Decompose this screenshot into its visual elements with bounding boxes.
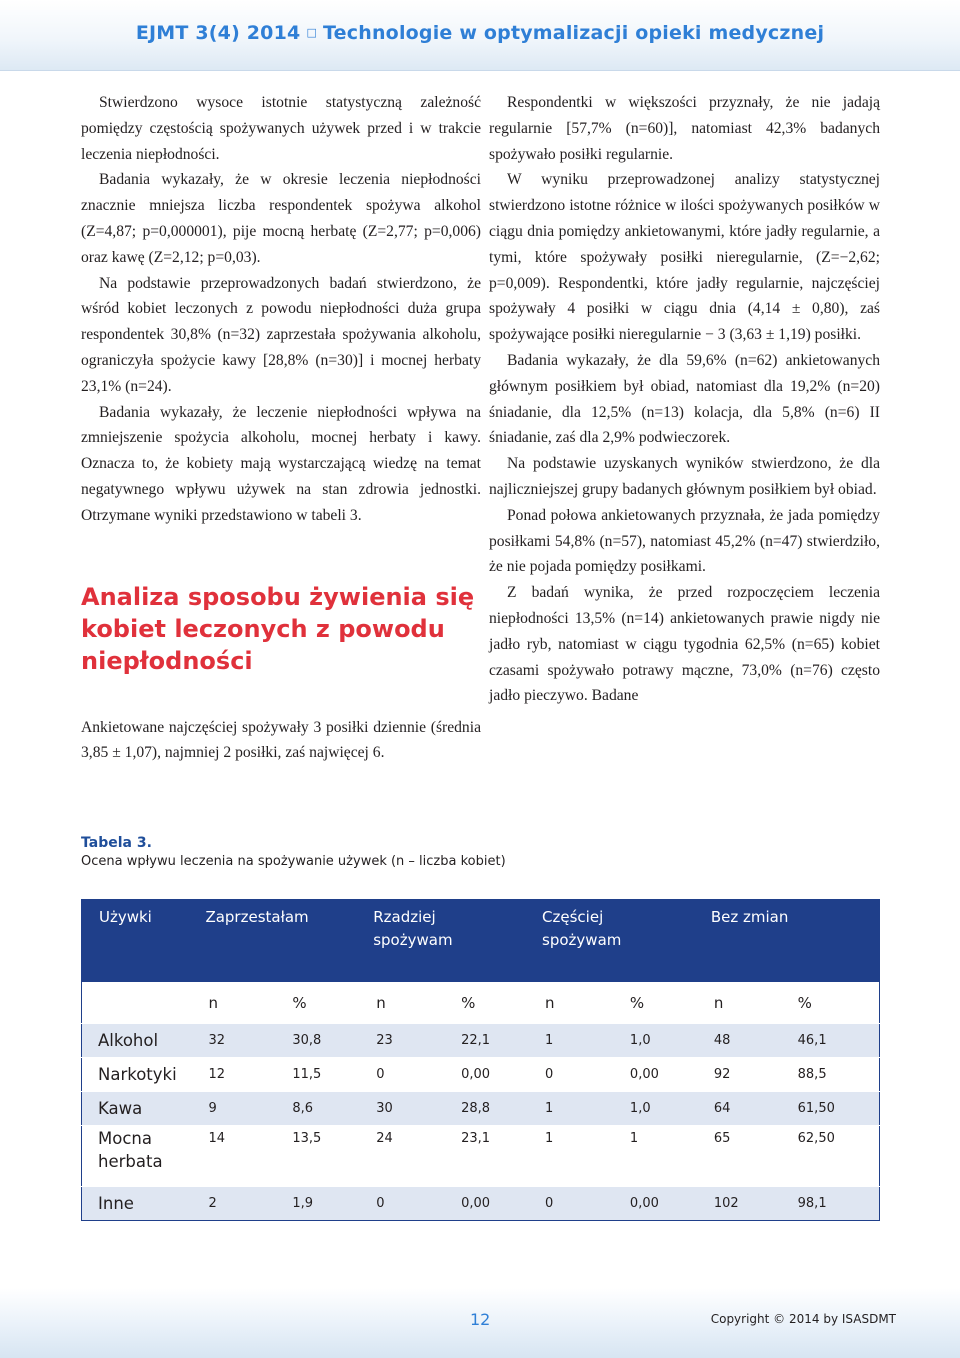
subheader-cell: % [778,982,880,1024]
table-label: Tabela 3. [81,835,152,851]
table-cell: 48 [694,1024,778,1058]
table-cell: 62,50 [778,1126,880,1187]
paragraph: Stwierdzono wysoce istotnie statystyczną zależność pomiędzy częstością spożywanych używek przed i w trakcie leczenia niepłodności. [81,94,481,163]
table-cell: 1 [525,1126,610,1187]
table-row [82,1092,880,1126]
header-cell-substance: Używki [82,900,189,983]
table-row [82,1126,880,1187]
table-cell: 30 [356,1092,441,1126]
subheader-cell: % [441,982,525,1024]
header-cell-stopped: Zaprzestałam [188,900,356,983]
row-label: Mocna herbata [82,1126,189,1187]
paragraph: Badania wykazały, że w okresie leczenia niepłodności znacznie mniejsza liczba respondentek spożywa alkohol (Z=4,87; p=0,000001), pije mocną herbatę (Z=2,77; p=0,006) oraz kawę (Z=2,12; p=0,03). [81,171,481,266]
table-cell: 8,6 [272,1092,356,1126]
table-row [82,1058,880,1092]
table-cell: 23 [356,1024,441,1058]
table-caption [81,835,506,869]
copyright-notice: Copyright © 2014 by ISASDMT [710,1312,896,1326]
table-cell: 0,00 [441,1058,525,1092]
journal-header-title [0,22,960,44]
table-cell: 102 [694,1187,778,1221]
table-cell: 9 [188,1092,272,1126]
row-label: Kawa [82,1092,189,1126]
paragraph: Ankietowane najczęściej spożywały 3 posiłki dziennie (średnia 3,85 ± 1,07), najmniej 2 posiłki, zaś najwięcej 6. [81,718,481,762]
paragraph: Ponad połowa ankietowanych przyznała, że jada pomiędzy posiłkami 54,8% (n=57), natomiast 45,2% (n=47) stwierdziło, że nie pojada pomiędzy posiłkami. [489,506,880,576]
table-cell: 0,00 [610,1187,694,1221]
table-cell: 0,00 [441,1187,525,1221]
substance-use-table [81,899,880,1221]
header-cell-no-change: Bez zmian [694,900,880,983]
separator-icon: □ [306,26,318,39]
table-description: Ocena wpływu leczenia na spożywanie używek (n – liczba kobiet) [81,854,506,869]
paragraph: Respondentki w większości przyznały, że nie jadają regularnie [57,7% (n=60)], natomiast 42,3% badanych spożywało posiłki regularnie. [489,94,880,163]
row-label: Alkohol [82,1024,189,1058]
row-label: Inne [82,1187,189,1221]
row-label: Narkotyki [82,1058,189,1092]
section-heading: Analiza sposobu żywienia się kobiet leczonych z powodu niepłodności [81,582,475,675]
table-cell: 88,5 [778,1058,880,1092]
header-cell-less-often: Rzadziej spożywam [356,900,525,983]
table-row [82,1024,880,1058]
subheader-cell: n [525,982,610,1024]
header-cell-more-often: Częściej spożywam [525,900,694,983]
paragraph: Badania wykazały, że dla 59,6% (n=62) ankietowanych głównym posiłkiem był obiad, natomiast dla 19,2% (n=20) śniadanie, dla 12,5% (n=13) kolacja, dla 5,8% (n=6) II śniadanie, zaś dla 2,9% podwieczorek. [489,351,880,447]
table-cell: 92 [694,1058,778,1092]
table-cell: 1,0 [610,1024,694,1058]
table-cell: 0 [525,1187,610,1221]
paragraph: Badania wykazały, że leczenie niepłodności wpływa na zmniejszenie spożycia alkoholu, mocnej herbaty i kawy. Oznacza to, że kobiety mają wystarczającą wiedzę na temat negatywnego wpływu używek na stan zdrowia jednostki. Otrzymane wyniki przedstawiono w tabeli 3. [81,403,481,524]
table-cell: 32 [188,1024,272,1058]
table-cell: 30,8 [272,1024,356,1058]
table-cell: 0 [356,1187,441,1221]
table-cell: 23,1 [441,1126,525,1187]
subheader-cell: % [272,982,356,1024]
table-cell: 65 [694,1126,778,1187]
journal-subtitle: Technologie w optymalizacji opieki medycznej [323,22,825,44]
table-cell: 22,1 [441,1024,525,1058]
table-cell: 46,1 [778,1024,880,1058]
subheader-cell: % [610,982,694,1024]
table-cell: 61,50 [778,1092,880,1126]
journal-name: EJMT 3(4) 2014 [135,22,301,44]
subheader-cell: n [356,982,441,1024]
table-cell: 28,8 [441,1092,525,1126]
table-cell: 24 [356,1126,441,1187]
table-cell: 1,0 [610,1092,694,1126]
subheader-cell: n [188,982,272,1024]
right-column [489,90,880,709]
table-cell: 13,5 [272,1126,356,1187]
table-row [82,1187,880,1221]
table-cell: 1 [610,1126,694,1187]
table-cell: 11,5 [272,1058,356,1092]
page-header [0,0,960,71]
subheader-blank-cell [82,982,189,1024]
paragraph: Na podstawie uzyskanych wyników stwierdzono, że dla najliczniejszej grupy badanych głównym posiłkiem był obiad. [489,455,880,498]
left-column [81,90,481,766]
table-cell: 2 [188,1187,272,1221]
table-cell: 12 [188,1058,272,1092]
table-cell: 14 [188,1126,272,1187]
table-cell: 64 [694,1092,778,1126]
table-cell: 1,9 [272,1187,356,1221]
table-cell: 98,1 [778,1187,880,1221]
paragraph: Z badań wynika, że przed rozpoczęciem leczenia niepłodności 13,5% (n=14) ankietowanych prawie nigdy nie jadło ryb, natomiast w ciągu tygodnia 62,5% (n=65) kobiet czasami spożywało potrawy mączne, 73,0% (n=76) często jadło pieczywo. Badane [489,584,880,705]
page-number: 12 [470,1310,491,1329]
paragraph: Na podstawie przeprowadzonych badań stwierdzono, że wśród kobiet leczonych z powodu niepłodności duża grupa respondentek 30,8% (n=32) zaprzestała spożywania alkoholu, ograniczyła spożycie kawy [28,8% (n=30)] i mocnej herbaty 23,1% (n=24). [81,274,481,395]
table-cell: 1 [525,1092,610,1126]
table-cell: 0 [356,1058,441,1092]
subheader-cell: n [694,982,778,1024]
table-cell: 0 [525,1058,610,1092]
table-cell: 0,00 [610,1058,694,1092]
paragraph: W wyniku przeprowadzonej analizy statystycznej stwierdzono istotne różnice w ilości spożywanych posiłków w ciągu dnia pomiędzy ankietowanymi, które jadły regularnie, a tymi, które spożywały posiłki nieregularnie, (Z=−2,62; p=0,009). Respondentki, które jadły regularnie, najczęściej spożywały 4 posiłki w ciągu dnia (4,14 ± 0,80), zaś spożywające posiłki nieregularnie − 3 (3,63 ± 1,19) posiłki. [489,171,880,344]
table-cell: 1 [525,1024,610,1058]
